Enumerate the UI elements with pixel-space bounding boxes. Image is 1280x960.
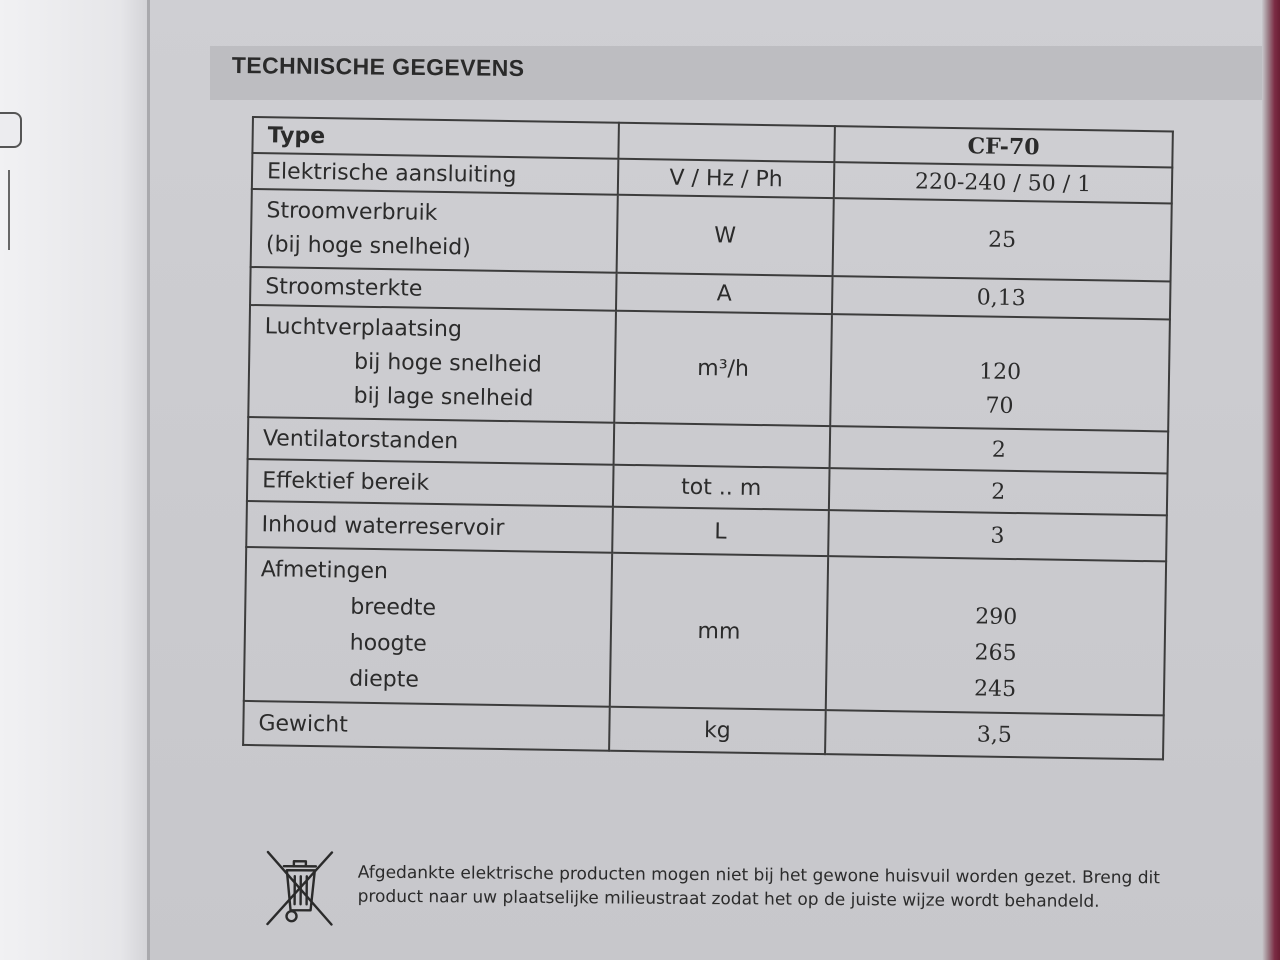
row-unit: mm: [610, 553, 828, 710]
row-unit: A: [616, 273, 833, 314]
row-label: Ventilatorstanden: [248, 417, 615, 465]
row-sublabel: bij hoge snelheid: [353, 349, 543, 378]
disposal-notice-text: Afgedankte elektrische producten mogen niet bij het gewone huisvuil worden gezet. Breng dit product naar uw plaatselijke milieustraat zodat het op de juiste wijze wordt behandeld.: [357, 862, 1160, 912]
row-subvalue: 290: [975, 604, 1018, 631]
row-value: [826, 556, 1166, 715]
row-label: Gewicht: [243, 701, 610, 751]
header-unit-cell: [618, 123, 835, 162]
row-label-line: Stroomverbruik: [266, 198, 438, 226]
table-row: [248, 305, 1170, 431]
cover-binding: [1262, 0, 1280, 960]
row-subvalue: 245: [973, 676, 1017, 703]
row-unit: [614, 423, 831, 468]
row-value: 2: [829, 468, 1168, 515]
row-value: 25: [833, 198, 1172, 281]
row-label: Effektief bereik: [247, 459, 614, 507]
table-row: [251, 189, 1172, 281]
row-subvalue: 265: [974, 640, 1017, 667]
row-label: [244, 547, 612, 707]
row-label: Inhoud waterreservoir: [246, 501, 613, 553]
row-label-line: (bij hoge snelheid): [265, 232, 472, 261]
row-value-spacer: [846, 319, 1154, 358]
type-label: Type: [252, 117, 619, 159]
row-value: [830, 314, 1170, 431]
row-sublabel: hoogte: [349, 630, 427, 657]
row-label-line: Afmetingen: [260, 557, 389, 585]
left-page-edge: [0, 0, 150, 960]
row-unit: kg: [609, 707, 826, 754]
technical-specs-table: [242, 116, 1174, 760]
row-unit: m³/h: [614, 311, 832, 426]
row-label: Elektrische aansluiting: [252, 153, 619, 195]
disposal-notice: [261, 846, 1182, 936]
row-value: 3,5: [825, 710, 1164, 759]
row-subvalue: 120: [978, 359, 1022, 386]
table-row: [244, 547, 1166, 715]
row-value-spacer: [843, 561, 1152, 602]
left-page-illustration-fragment: [0, 112, 22, 148]
row-value: 3: [828, 510, 1167, 561]
model-name: CF-70: [834, 126, 1173, 167]
row-label: [248, 305, 616, 423]
crossed-out-wheelie-bin-icon: [261, 846, 338, 931]
row-value: 2: [830, 426, 1169, 473]
row-label: [251, 189, 618, 273]
left-page-line-fragment: [0, 170, 10, 250]
row-label: Stroomsterkte: [250, 267, 617, 311]
row-sublabel: bij lage snelheid: [353, 383, 534, 412]
row-unit: W: [617, 195, 834, 276]
row-unit: V / Hz / Ph: [618, 159, 835, 198]
row-subvalue: 70: [985, 393, 1014, 419]
row-label-line: Luchtverplaatsing: [264, 314, 463, 343]
row-sublabel: breedte: [350, 594, 437, 621]
row-sublabel: diepte: [348, 666, 420, 693]
row-value: 0,13: [832, 276, 1171, 319]
row-unit: tot .. m: [613, 465, 830, 510]
row-value: 220-240 / 50 / 1: [834, 162, 1173, 203]
row-unit: L: [612, 507, 829, 556]
section-heading: TECHNISCHE GEGEVENS: [231, 52, 525, 82]
